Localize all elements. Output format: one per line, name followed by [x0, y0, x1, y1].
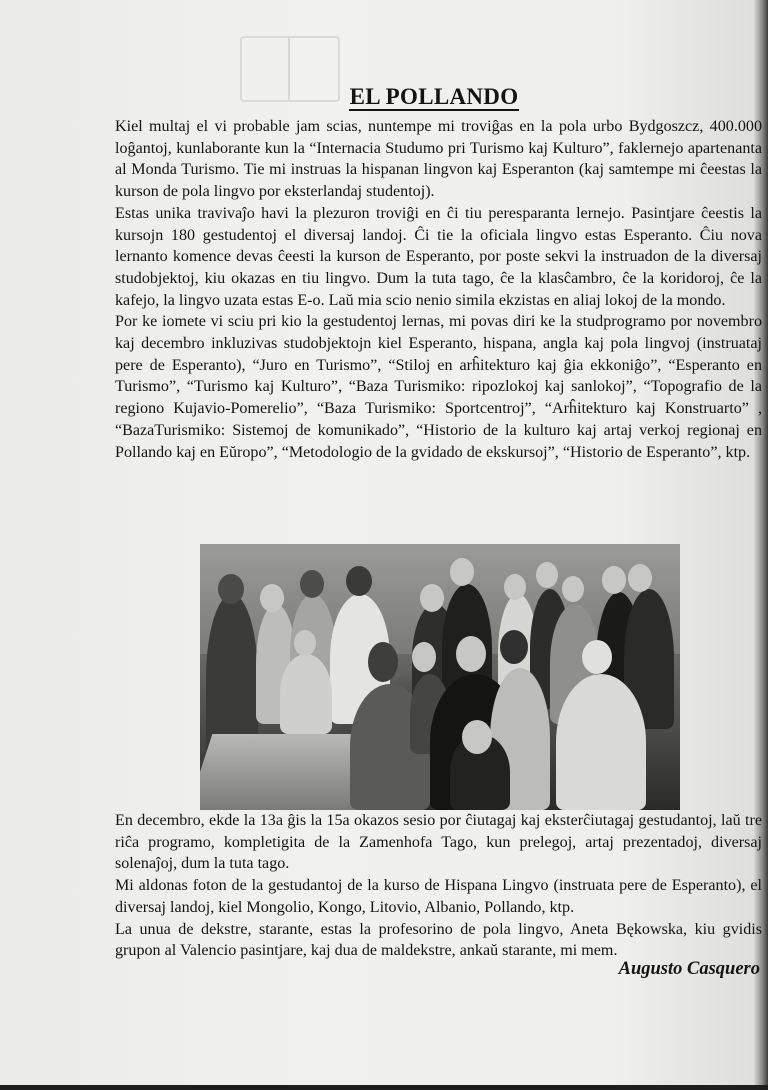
- article-body-bottom: [115, 810, 762, 962]
- photo-person-head: [536, 562, 558, 588]
- photo-person-head: [562, 576, 584, 602]
- photo-person-head: [504, 574, 526, 600]
- paragraph: Estas unika travivaĵo havi la plezuron troviĝi en ĉi tiu peresparanta lernejo. Pasintjare ĉeestis la kursojn 180 gestudentoj el diversaj landoj. Ĉi tie la oficiala lingvo estas Esperanto. Ĉiu nova lernanto komence devas ĉeesti la kurson de Esperanto, por poste sekvi la instruadon de la diversaj studobjektoj, kiu okazas en tiu lingvo. Dum la tuta tago, ĉe la klasĉambro, ĉe la koridoroj, ĉe la kafejo, la lingvo uzata estas E-o. Laŭ mia scio nenio simila ekzistas en aliaj lokoj de la mondo.: [115, 204, 762, 309]
- author-signature: Augusto Casquero: [618, 959, 760, 979]
- paragraph: Por ke iomete vi sciu pri kio la gestudentoj lernas, mi povas diri ke la studprogramo por novembro kaj decembro inkluzivas studobjektojn kiel Esperanto, hispana, angla kaj pola lingvoj (instruataj pere de Esperanto), “Juro en Turismo”, “Stiloj en arĥitekturo kaj ĝia ekkoniĝo”, “Esperanto en Turismo”, “Turismo kaj Kulturo”, “Baza Turismiko: ripozlokoj kaj sanlokoj”, “Topografio de la regiono Kujavio-Pomerelio”, “Baza Turismiko: Sportcentroj”, “Arĥitekturo kaj Konstruarto” , “BazaTurismiko: Sistemoj de komunikado”, “Historio de la kulturo kaj artaj verkoj regionaj en Pollando kaj en Eŭropo”, “Metodologio de la gvidado de ekskursoj”, “Historio de Esperanto”, ktp.: [115, 313, 762, 461]
- photo-person-head: [412, 642, 436, 672]
- photo-person-head: [582, 640, 612, 674]
- photo-person-head: [294, 630, 316, 656]
- photo-person-head: [602, 566, 626, 594]
- photo-person-head: [368, 642, 398, 682]
- photo-person-head: [260, 584, 284, 612]
- photo-person-head: [450, 558, 474, 586]
- article-title: [0, 84, 768, 110]
- photo-person-head: [346, 566, 372, 596]
- photo-person-head: [500, 630, 528, 664]
- page-bottom-edge: [0, 1085, 768, 1090]
- article-body-top: [115, 116, 762, 463]
- group-photo: [200, 544, 680, 810]
- photo-person-head: [628, 564, 652, 592]
- paragraph: Mi aldonas foton de la gestudantoj de la kurso de Hispana Lingvo (instruata pere de Esperanto), el diversaj landoj, kiel Mongolio, Kongo, Litovio, Albanio, Pollando, ktp.: [115, 877, 762, 916]
- photo-person-head: [300, 570, 324, 598]
- photo-person: [280, 654, 332, 734]
- paragraph: La unua de dekstre, starante, estas la profesorino de pola lingvo, Aneta Bękowska, kiu gvidis grupon al Valencio pasintjare, kaj dua de maldekstre, ankaŭ starante, mi mem.: [115, 920, 762, 960]
- photo-person: [556, 674, 646, 810]
- photo-person-head: [218, 574, 244, 604]
- photo-person-head: [462, 720, 492, 754]
- photo-person-head: [420, 584, 444, 612]
- paragraph: En decembro, ekde la 13a ĝis la 15a okazos sesio por ĉiutagaj kaj eksterĉiutagaj gestudantoj, laŭ tre riĉa programo, kompletigita de la Zamenhofa Tago, kun prelegoj, artaj prezentadoj, diversaj solenaĵoj, dum la tuta tago.: [115, 812, 762, 873]
- photo-person-head: [456, 636, 486, 672]
- paragraph: Kiel multaj el vi probable jam scias, nuntempe mi troviĝas en la pola urbo Bydgoszcz, 400.000 loĝantoj, kunlaborante kun la “Internacia Studumo pri Turismo kaj Kulturo”, faklernejo apartenanta al Monda Turismo. Tie mi instruas la hispanan lingvon kaj Esperanton (kaj samtempe mi ĉeestas la kurson de pola lingvo por eksterlandaj studentoj).: [115, 118, 762, 201]
- article-title-text: EL POLLANDO: [349, 84, 519, 109]
